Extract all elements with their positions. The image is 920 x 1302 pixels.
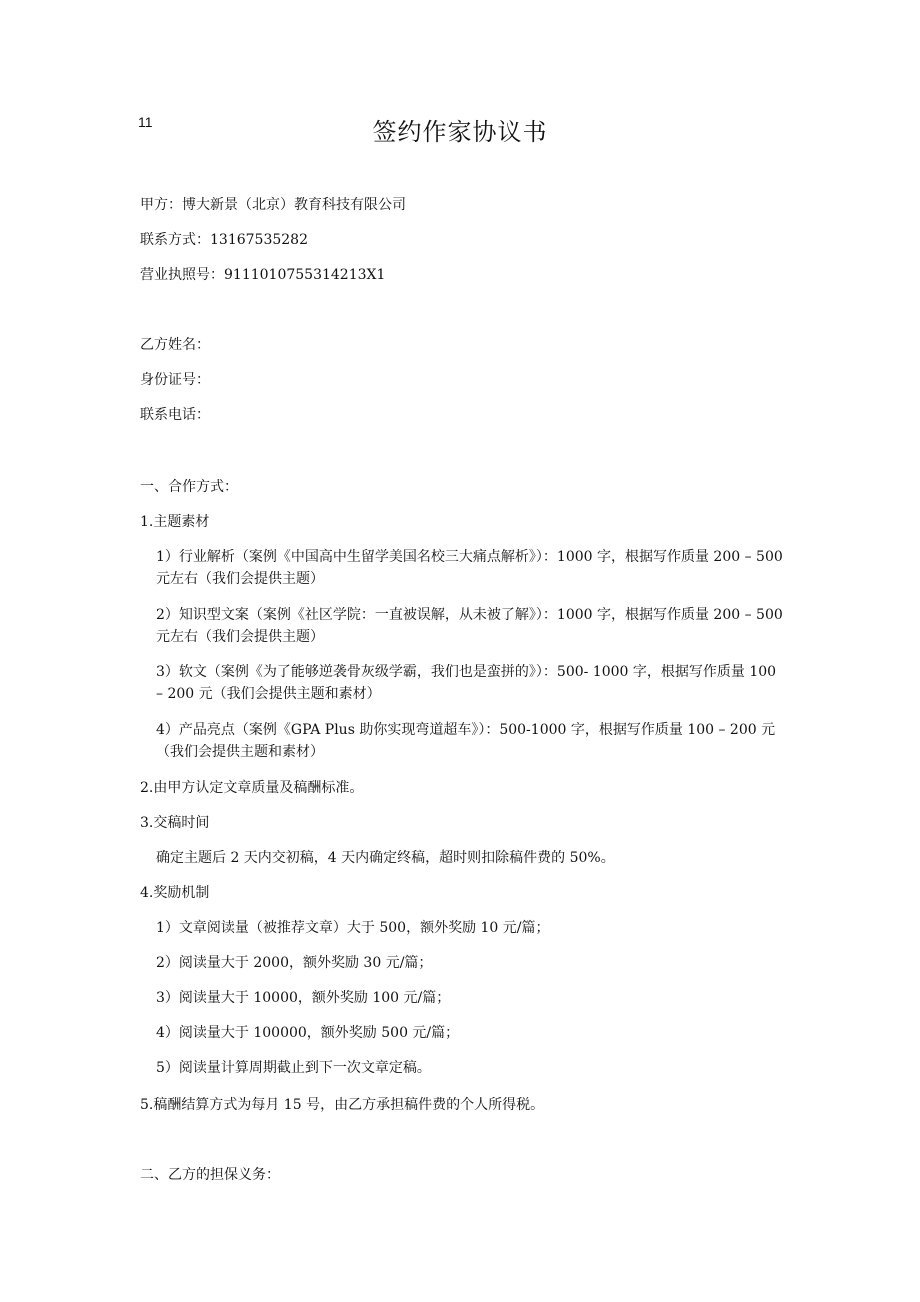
deadline-heading: 3.交稿时间 xyxy=(140,815,210,831)
topic-item: 4）产品亮点（案例《GPA Plus 助你实现弯道超车》）：500-1000 字，根据写作质量 100 – 200 元（我们会提供主题和素材） xyxy=(156,722,776,760)
section1-heading: 一、合作方式： xyxy=(140,479,238,495)
quality-line: 2.由甲方认定文章质量及稿酬标准。 xyxy=(140,780,364,796)
settlement-line: 5.稿酬结算方式为每月 15 号，由乙方承担稿件费的个人所得税。 xyxy=(140,1097,545,1113)
party-a-name: 甲方：博大新景（北京）教育科技有限公司 xyxy=(140,197,406,213)
reward-item: 1）文章阅读量（被推荐文章）大于 500，额外奖励 10 元/篇； xyxy=(156,920,550,936)
topic-item: 3）软文（案例《为了能够逆袭骨灰级学霸，我们也是蛮拼的》）：500- 1000 字，根据写作质量 100 – 200 元（我们会提供主题和素材） xyxy=(156,664,777,702)
reward-item: 2）阅读量大于 2000，额外奖励 30 元/篇； xyxy=(156,955,433,971)
party-b-phone: 联系电话： xyxy=(140,407,210,423)
party-a-license: 营业执照号：9111010755314213X1 xyxy=(140,267,386,283)
party-a-contact: 联系方式：13167535282 xyxy=(140,232,308,248)
reward-item: 4）阅读量大于 100000，额外奖励 500 元/篇； xyxy=(156,1025,460,1041)
reward-item: 5）阅读量计算周期截止到下一次文章定稿。 xyxy=(156,1060,431,1076)
reward-heading: 4.奖励机制 xyxy=(140,885,210,901)
topic-item: 2）知识型文案（案例《社区学院：一直被误解，从未被了解》）：1000 字，根据写作质量 200 – 500 元左右（我们会提供主题） xyxy=(156,607,783,645)
topic-heading: 1.主题素材 xyxy=(140,514,210,530)
page-number: 11 xyxy=(138,114,153,130)
topic-item: 1）行业解析（案例《中国高中生留学美国名校三大痛点解析》）：1000 字，根据写作质量 200 – 500 元左右（我们会提供主题） xyxy=(156,549,783,587)
party-b-name: 乙方姓名： xyxy=(140,337,210,353)
party-b-id: 身份证号： xyxy=(140,372,210,388)
section2-heading: 二、乙方的担保义务： xyxy=(140,1167,280,1183)
reward-item: 3）阅读量大于 10000，额外奖励 100 元/篇； xyxy=(156,990,451,1006)
document-title: 签约作家协议书 xyxy=(372,118,548,146)
deadline-text: 确定主题后 2 天内交初稿，4 天内确定终稿，超时则扣除稿件费的 50%。 xyxy=(156,850,615,866)
